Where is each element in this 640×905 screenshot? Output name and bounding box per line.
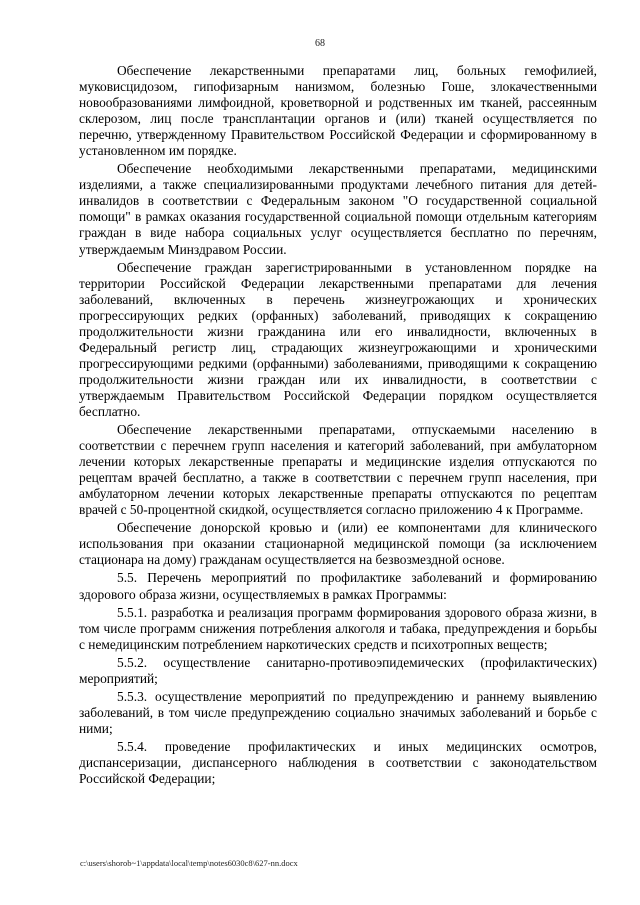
footer-file-path: c:\users\shorob~1\appdata\local\temp\notes6030c8\627-nn.docx <box>80 858 298 868</box>
paragraph-donor-blood: Обеспечение донорской кровью и (или) ее компонентами для клинического использования при оказании стационарной медицинской помощи (за исключением стационара на дому) гражданам осуществляется на безвозмездной основе. <box>79 520 597 568</box>
paragraph-item-5-5-2: 5.5.2. осуществление санитарно-противоэпидемических (профилактических) мероприятий; <box>79 654 597 686</box>
paragraph-outpatient-prescriptions: Обеспечение лекарственными препаратами, отпускаемыми населению в соответствии с перечнем групп населения и категорий заболеваний, при амбулаторном лечении которых лекарственные препараты и медицинские изделия отпускаются по рецептам врачей бесплатно, а также в соответствии с перечнем групп населения, при амбулаторном лечении которых лекарственные препараты отпускаются по рецептам врачей с 50-процентной скидкой, осуществляется согласно приложению 4 к Программе. <box>79 422 597 518</box>
paragraph-medication-hemophilia: Обеспечение лекарственными препаратами лиц, больных гемофилией, муковисцидозом, гипофизарным нанизмом, болезнью Гоше, злокачественными новообразованиями лимфоидной, кроветворной и родственных им тканей, рассеянным склерозом, лиц после трансплантации органов и (или) тканей осуществляется по перечню, утвержденному Правительством Российской Федерации и сформированному в установленном им порядке. <box>79 63 597 159</box>
document-body <box>79 63 597 789</box>
paragraph-item-5-5-1: 5.5.1. разработка и реализация программ формирования здорового образа жизни, в том числе программ снижения потребления алкоголя и табака, предупреждения и борьбы с немедицинским потреблением наркотических средств и психотропных веществ; <box>79 604 597 652</box>
paragraph-item-5-5-4: 5.5.4. проведение профилактических и иных медицинских осмотров, диспансеризации, диспансерного наблюдения в соответствии с законодательством Российской Федерации; <box>79 738 597 787</box>
paragraph-item-5-5-3: 5.5.3. осуществление мероприятий по предупреждению и раннему выявлению заболеваний, в том числе предупреждению социально значимых заболеваний и борьбе с ними; <box>79 688 597 736</box>
paragraph-section-5-5: 5.5. Перечень мероприятий по профилактике заболеваний и формированию здорового образа жизни, осуществляемых в рамках Программы: <box>79 570 597 602</box>
paragraph-disabled-children: Обеспечение необходимыми лекарственными препаратами, медицинскими изделиями, а также специализированными продуктами лечебного питания для детей-инвалидов в соответствии с Федеральным законом "О государственной социальной помощи" в рамках оказания государственной социальной помощи отдельным категориям граждан в виде набора социальных услуг осуществляется бесплатно по перечням, утверждаемым Минздравом России. <box>79 161 597 257</box>
page-number: 68 <box>315 38 325 49</box>
paragraph-orphan-diseases: Обеспечение граждан зарегистрированными в установленном порядке на территории Российской Федерации лекарственными препаратами для лечения заболеваний, включенных в перечень жизнеугрожающих и хронических прогрессирующих редких (орфанных) заболеваний, приводящих к сокращению продолжительности жизни гражданина или его инвалидности, включенных в Федеральный регистр лиц, страдающих жизнеугрожающими и хроническими прогрессирующими редкими (орфанными) заболеваниями, приводящими к сокращению продолжительности жизни граждан или их инвалидности, в соответствии с утверждаемым Правительством Российской Федерации порядком осуществляется бесплатно. <box>79 259 597 419</box>
